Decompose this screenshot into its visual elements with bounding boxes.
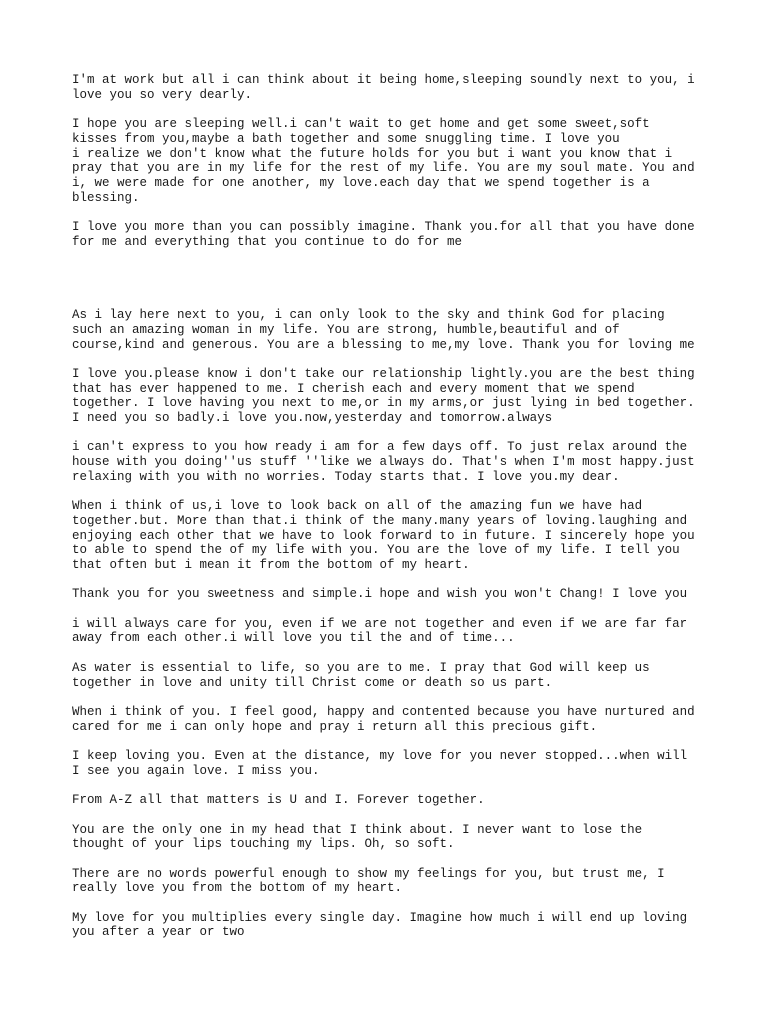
- paragraph: [72, 705, 732, 734]
- text-line: i can't express to you how ready i am for a few days off. To just relax around the: [72, 440, 688, 455]
- text-line: to able to spend the of my life with you. You are the love of my life. I tell you: [72, 543, 680, 558]
- paragraph: [72, 440, 732, 484]
- text-line: Thank you for you sweetness and simple.i hope and wish you won't Chang! I love you: [72, 587, 688, 602]
- text-line: enjoying each other that we have to look forward to in future. I sincerely hope you: [72, 528, 695, 543]
- paragraph: [72, 499, 732, 573]
- paragraph: [72, 308, 732, 352]
- text-line: I see you again love. I miss you.: [72, 763, 320, 778]
- paragraph: [72, 661, 732, 690]
- text-line: I love you.please know i don't take our relationship lightly.you are the best thing: [72, 366, 695, 381]
- text-line: relaxing with you with no worries. Today starts that. I love you.my dear.: [72, 469, 620, 484]
- paragraph: [72, 220, 732, 249]
- text-line: really love you from the bottom of my heart.: [72, 881, 403, 896]
- text-line: My love for you multiplies every single day. Imagine how much i will end up loving: [72, 910, 688, 925]
- paragraph: [72, 367, 732, 426]
- text-line: together.but. More than that.i think of the many.many years of loving.laughing and: [72, 513, 688, 528]
- text-line: for me and everything that you continue to do for me: [72, 234, 463, 249]
- paragraph: [72, 749, 732, 778]
- text-line: that has ever happened to me. I cherish each and every moment that we spend: [72, 381, 635, 396]
- paragraph: [72, 117, 732, 205]
- text-line: I keep loving you. Even at the distance, my love for you never stopped...when will: [72, 749, 688, 764]
- text-line: cared for me i can only hope and pray i return all this precious gift.: [72, 719, 598, 734]
- text-line: I love you more than you can possibly imagine. Thank you.for all that you have done: [72, 220, 695, 234]
- text-line: As i lay here next to you, i can only look to the sky and think God for placing: [72, 308, 665, 323]
- text-line: pray that you are in my life for the rest of my life. You are my soul mate. You and: [72, 161, 695, 176]
- paragraph: [72, 73, 732, 102]
- text-line: thought of your lips touching my lips. Oh, so soft.: [72, 837, 455, 852]
- paragraph: [72, 867, 732, 896]
- text-line: you after a year or two: [72, 925, 245, 940]
- text-line: kisses from you,maybe a bath together and some snuggling time. I love you: [72, 131, 620, 146]
- text-line: that often but i mean it from the bottom of my heart.: [72, 558, 470, 572]
- document-section-bottom: [72, 308, 732, 940]
- paragraph: [72, 911, 732, 940]
- text-line: course,kind and generous. You are a blessing to me,my love. Thank you for loving me: [72, 337, 695, 352]
- text-line: i, we were made for one another, my love.each day that we spend together is a: [72, 175, 650, 190]
- text-line: love you so very dearly.: [72, 87, 253, 102]
- paragraph: [72, 617, 732, 646]
- text-line: When i think of us,i love to look back on all of the amazing fun we have had: [72, 499, 643, 514]
- document-page: [72, 73, 732, 955]
- text-line: I need you so badly.i love you.now,yesterday and tomorrow.always: [72, 411, 553, 425]
- paragraph: [72, 793, 732, 808]
- document-section-top: [72, 73, 732, 249]
- text-line: There are no words powerful enough to show my feelings for you, but trust me, I: [72, 866, 665, 881]
- text-line: From A-Z all that matters is U and I. Forever together.: [72, 793, 485, 808]
- text-line: such an amazing woman in my life. You are strong, humble,beautiful and of: [72, 322, 620, 337]
- text-line: away from each other.i will love you til the and of time...: [72, 631, 515, 646]
- text-line: i will always care for you, even if we are not together and even if we are far far: [72, 616, 688, 631]
- text-line: together in love and unity till Christ come or death so us part.: [72, 675, 553, 690]
- text-line: i realize we don't know what the future holds for you but i want you know that i: [72, 146, 673, 161]
- text-line: I'm at work but all i can think about it being home,sleeping soundly next to you, i: [72, 73, 695, 87]
- text-line: blessing.: [72, 190, 140, 205]
- paragraph: [72, 823, 732, 852]
- section-gap: [72, 264, 732, 308]
- paragraph: [72, 587, 732, 602]
- text-line: house with you doing''us stuff ''like we always do. That's when I'm most happy.just: [72, 455, 695, 470]
- text-line: I hope you are sleeping well.i can't wait to get home and get some sweet,soft: [72, 117, 650, 132]
- text-line: As water is essential to life, so you are to me. I pray that God will keep us: [72, 660, 650, 675]
- text-line: You are the only one in my head that I think about. I never want to lose the: [72, 822, 643, 837]
- text-line: together. I love having you next to me,or in my arms,or just lying in bed together.: [72, 396, 695, 411]
- text-line: When i think of you. I feel good, happy and contented because you have nurtured and: [72, 704, 695, 719]
